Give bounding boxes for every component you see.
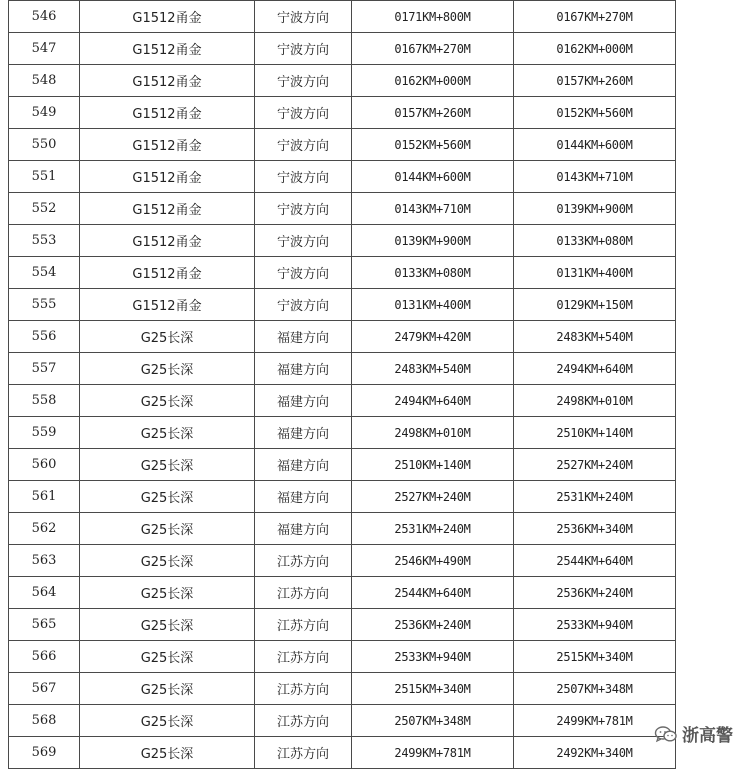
table-row xyxy=(9,65,676,97)
road-name-cell: G1512甬金 xyxy=(80,33,255,65)
start-stake-cell: 0133KM+080M xyxy=(352,257,514,289)
table-row xyxy=(9,353,676,385)
row-number-cell: 568 xyxy=(9,705,80,737)
end-stake-cell: 2533KM+940M xyxy=(514,609,676,641)
end-stake-cell: 2499KM+781M xyxy=(514,705,676,737)
road-name-cell: G1512甬金 xyxy=(80,289,255,321)
end-stake-cell: 2483KM+540M xyxy=(514,321,676,353)
direction-cell: 宁波方向 xyxy=(255,97,352,129)
direction-cell: 江苏方向 xyxy=(255,737,352,769)
table-row xyxy=(9,193,676,225)
start-stake-cell: 2498KM+010M xyxy=(352,417,514,449)
start-stake-cell: 2536KM+240M xyxy=(352,609,514,641)
row-number-cell: 561 xyxy=(9,481,80,513)
start-stake-cell: 0152KM+560M xyxy=(352,129,514,161)
end-stake-cell: 2494KM+640M xyxy=(514,353,676,385)
row-number-cell: 549 xyxy=(9,97,80,129)
road-name-cell: G25长深 xyxy=(80,321,255,353)
row-number-cell: 558 xyxy=(9,385,80,417)
end-stake-cell: 0152KM+560M xyxy=(514,97,676,129)
watermark-text: 浙高警 xyxy=(682,726,733,746)
table-row xyxy=(9,1,676,33)
road-name-cell: G25长深 xyxy=(80,609,255,641)
table-body xyxy=(9,1,676,769)
direction-cell: 江苏方向 xyxy=(255,673,352,705)
direction-cell: 福建方向 xyxy=(255,417,352,449)
direction-cell: 福建方向 xyxy=(255,449,352,481)
road-name-cell: G1512甬金 xyxy=(80,225,255,257)
table-row xyxy=(9,161,676,193)
wechat-icon xyxy=(654,725,678,743)
row-number-cell: 556 xyxy=(9,321,80,353)
direction-cell: 福建方向 xyxy=(255,321,352,353)
direction-cell: 江苏方向 xyxy=(255,705,352,737)
road-name-cell: G1512甬金 xyxy=(80,65,255,97)
direction-cell: 福建方向 xyxy=(255,513,352,545)
direction-cell: 福建方向 xyxy=(255,385,352,417)
start-stake-cell: 2544KM+640M xyxy=(352,577,514,609)
table-row xyxy=(9,609,676,641)
road-name-cell: G1512甬金 xyxy=(80,97,255,129)
road-name-cell: G25长深 xyxy=(80,513,255,545)
row-number-cell: 550 xyxy=(9,129,80,161)
end-stake-cell: 0167KM+270M xyxy=(514,1,676,33)
row-number-cell: 546 xyxy=(9,1,80,33)
direction-cell: 福建方向 xyxy=(255,481,352,513)
end-stake-cell: 2536KM+340M xyxy=(514,513,676,545)
table-row xyxy=(9,737,676,769)
table-row xyxy=(9,97,676,129)
row-number-cell: 557 xyxy=(9,353,80,385)
road-name-cell: G25长深 xyxy=(80,545,255,577)
row-number-cell: 567 xyxy=(9,673,80,705)
table-row xyxy=(9,673,676,705)
table-row xyxy=(9,481,676,513)
road-name-cell: G25长深 xyxy=(80,417,255,449)
direction-cell: 宁波方向 xyxy=(255,289,352,321)
start-stake-cell: 0139KM+900M xyxy=(352,225,514,257)
end-stake-cell: 2544KM+640M xyxy=(514,545,676,577)
start-stake-cell: 2527KM+240M xyxy=(352,481,514,513)
row-number-cell: 562 xyxy=(9,513,80,545)
table-row xyxy=(9,513,676,545)
start-stake-cell: 2494KM+640M xyxy=(352,385,514,417)
row-number-cell: 553 xyxy=(9,225,80,257)
road-name-cell: G25长深 xyxy=(80,641,255,673)
start-stake-cell: 2483KM+540M xyxy=(352,353,514,385)
start-stake-cell: 2499KM+781M xyxy=(352,737,514,769)
watermark xyxy=(654,721,733,746)
end-stake-cell: 0131KM+400M xyxy=(514,257,676,289)
start-stake-cell: 2510KM+140M xyxy=(352,449,514,481)
road-name-cell: G25长深 xyxy=(80,353,255,385)
road-name-cell: G25长深 xyxy=(80,705,255,737)
row-number-cell: 551 xyxy=(9,161,80,193)
end-stake-cell: 0143KM+710M xyxy=(514,161,676,193)
table-row xyxy=(9,321,676,353)
direction-cell: 宁波方向 xyxy=(255,193,352,225)
start-stake-cell: 0144KM+600M xyxy=(352,161,514,193)
table-row xyxy=(9,385,676,417)
start-stake-cell: 2515KM+340M xyxy=(352,673,514,705)
road-section-table xyxy=(8,0,670,769)
direction-cell: 福建方向 xyxy=(255,353,352,385)
start-stake-cell: 2507KM+348M xyxy=(352,705,514,737)
end-stake-cell: 0144KM+600M xyxy=(514,129,676,161)
end-stake-cell: 0133KM+080M xyxy=(514,225,676,257)
direction-cell: 宁波方向 xyxy=(255,33,352,65)
table-row xyxy=(9,545,676,577)
table-row xyxy=(9,417,676,449)
table-row xyxy=(9,641,676,673)
road-name-cell: G25长深 xyxy=(80,385,255,417)
start-stake-cell: 0167KM+270M xyxy=(352,33,514,65)
start-stake-cell: 2533KM+940M xyxy=(352,641,514,673)
end-stake-cell: 2507KM+348M xyxy=(514,673,676,705)
road-name-cell: G1512甬金 xyxy=(80,129,255,161)
direction-cell: 江苏方向 xyxy=(255,545,352,577)
end-stake-cell: 0129KM+150M xyxy=(514,289,676,321)
start-stake-cell: 0171KM+800M xyxy=(352,1,514,33)
start-stake-cell: 2546KM+490M xyxy=(352,545,514,577)
row-number-cell: 569 xyxy=(9,737,80,769)
table-row xyxy=(9,33,676,65)
end-stake-cell: 2510KM+140M xyxy=(514,417,676,449)
end-stake-cell: 0139KM+900M xyxy=(514,193,676,225)
start-stake-cell: 0162KM+000M xyxy=(352,65,514,97)
direction-cell: 江苏方向 xyxy=(255,641,352,673)
road-name-cell: G25长深 xyxy=(80,673,255,705)
end-stake-cell: 2536KM+240M xyxy=(514,577,676,609)
start-stake-cell: 0131KM+400M xyxy=(352,289,514,321)
end-stake-cell: 0162KM+000M xyxy=(514,33,676,65)
row-number-cell: 565 xyxy=(9,609,80,641)
row-number-cell: 563 xyxy=(9,545,80,577)
table-row xyxy=(9,449,676,481)
table-row xyxy=(9,129,676,161)
table-row xyxy=(9,705,676,737)
end-stake-cell: 2492KM+340M xyxy=(514,737,676,769)
row-number-cell: 566 xyxy=(9,641,80,673)
end-stake-cell: 2527KM+240M xyxy=(514,449,676,481)
road-name-cell: G25长深 xyxy=(80,577,255,609)
row-number-cell: 547 xyxy=(9,33,80,65)
start-stake-cell: 2479KM+420M xyxy=(352,321,514,353)
road-name-cell: G1512甬金 xyxy=(80,161,255,193)
direction-cell: 宁波方向 xyxy=(255,161,352,193)
direction-cell: 江苏方向 xyxy=(255,577,352,609)
direction-cell: 江苏方向 xyxy=(255,609,352,641)
row-number-cell: 548 xyxy=(9,65,80,97)
road-name-cell: G25长深 xyxy=(80,481,255,513)
road-name-cell: G25长深 xyxy=(80,737,255,769)
start-stake-cell: 0157KM+260M xyxy=(352,97,514,129)
row-number-cell: 560 xyxy=(9,449,80,481)
road-section-table-grid xyxy=(8,0,676,769)
direction-cell: 宁波方向 xyxy=(255,225,352,257)
direction-cell: 宁波方向 xyxy=(255,257,352,289)
road-name-cell: G1512甬金 xyxy=(80,193,255,225)
row-number-cell: 552 xyxy=(9,193,80,225)
start-stake-cell: 0143KM+710M xyxy=(352,193,514,225)
road-name-cell: G1512甬金 xyxy=(80,1,255,33)
end-stake-cell: 2531KM+240M xyxy=(514,481,676,513)
row-number-cell: 559 xyxy=(9,417,80,449)
table-row xyxy=(9,257,676,289)
table-row xyxy=(9,225,676,257)
table-row xyxy=(9,577,676,609)
end-stake-cell: 2515KM+340M xyxy=(514,641,676,673)
road-name-cell: G1512甬金 xyxy=(80,257,255,289)
start-stake-cell: 2531KM+240M xyxy=(352,513,514,545)
table-row xyxy=(9,289,676,321)
row-number-cell: 554 xyxy=(9,257,80,289)
row-number-cell: 555 xyxy=(9,289,80,321)
end-stake-cell: 0157KM+260M xyxy=(514,65,676,97)
direction-cell: 宁波方向 xyxy=(255,129,352,161)
direction-cell: 宁波方向 xyxy=(255,1,352,33)
end-stake-cell: 2498KM+010M xyxy=(514,385,676,417)
road-name-cell: G25长深 xyxy=(80,449,255,481)
direction-cell: 宁波方向 xyxy=(255,65,352,97)
row-number-cell: 564 xyxy=(9,577,80,609)
